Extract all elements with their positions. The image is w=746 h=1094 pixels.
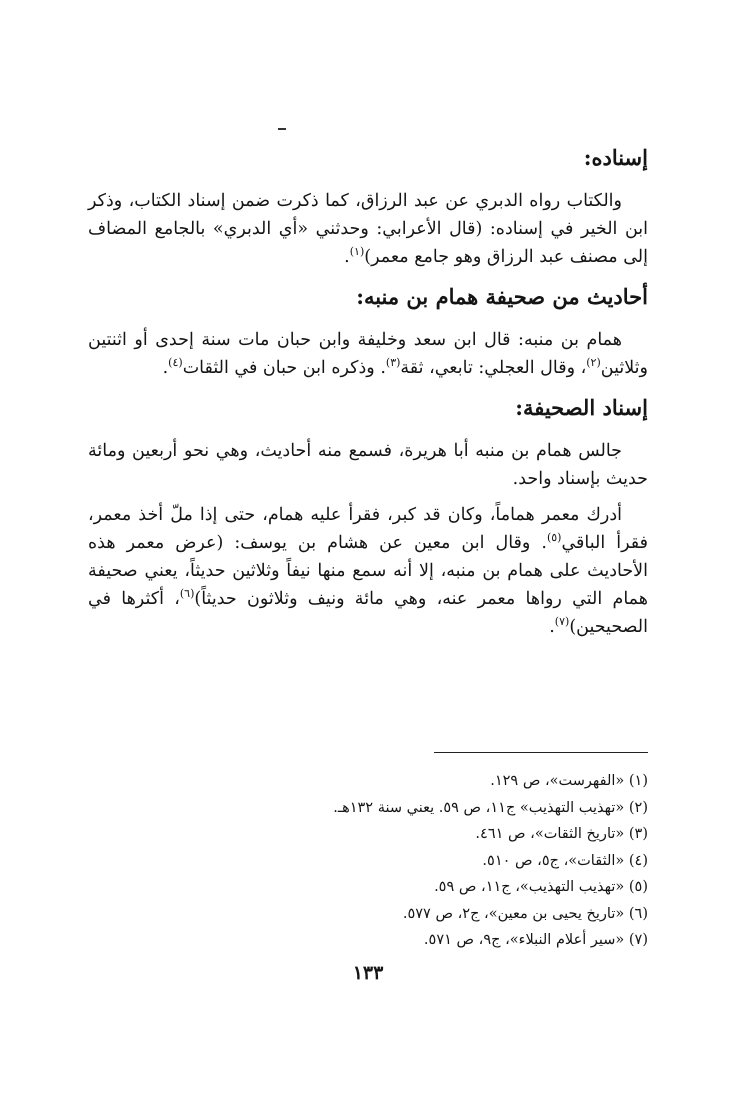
footnote-divider	[434, 752, 648, 753]
section-sahifa-isnad	[88, 390, 648, 641]
footnote-ref[interactable]: (٤)	[168, 356, 183, 370]
footnote-item: (٥) «تهذيب التهذيب»، ج١١، ص ٥٩.	[434, 879, 648, 895]
footnote-item: (٣) «تاريخ الثقات»، ص ٤٦١.	[475, 826, 648, 842]
footnote-ref[interactable]: (١)	[349, 245, 365, 259]
paragraph: والكتاب رواه الدبري عن عبد الرزاق، كما ذكرت ضمن إسناد الكتاب، وذكر ابن الخير في إسناده: (قال الأعرابي: وحدثني «أي الدبري» بالجامع المضاف إلى مصنف عبد الرزاق وهو جامع معمر)$^{(١)}$.	[88, 191, 648, 267]
section-isnad	[88, 140, 648, 271]
page-number: ١٣٣	[352, 962, 384, 984]
footnote-item: (٧) «سير أعلام النبلاء»، ج٩، ص ٥٧١.	[423, 932, 648, 948]
footnote-item: (٢) «تهذيب التهذيب» ج١١، ص ٥٩. يعني سنة ١٣٢هـ.	[333, 799, 648, 816]
footnote-ref[interactable]: (٧)	[554, 615, 570, 629]
section-heading: إسناد الصحيفة:	[515, 395, 648, 420]
footnote-ref[interactable]: (٥)	[546, 531, 562, 545]
footnote-ref[interactable]: (٦)	[179, 587, 195, 601]
printer-mark	[278, 128, 286, 130]
footnote-item: (٤) «الثقات»، ج٥، ص ٥١٠.	[482, 852, 648, 869]
footnote-item: (٦) «تاريخ يحيى بن معين»، ج٢، ص ٥٧٧.	[402, 905, 648, 922]
paragraph: أدرك معمر هماماً، وكان قد كبر، فقرأ عليه همام، حتى إذا ملّ أخذ معمر، فقرأ الباقي$^{(٥)}$. وقال ابن معين عن هشام بن يوسف: (عرض معمر هذه الأحاديث على همام بن منبه، إلا أنه سمع منها نيفاً وثلاثين حديثاً، يعني صحيفة همام التي رواها معمر عنه، وهي مائة ونيف وثلاثون حديثاً)$^{(٦)}$، أكثرها في الصحيحين)$^{(٧)}$.	[88, 505, 648, 637]
paragraph: همام بن منبه: قال ابن سعد وخليفة وابن حبان مات سنة إحدى أو اثنتين وثلاثين$^{(٢)}$، وقال العجلي: تابعي، ثقة$^{(٣)}$. وذكره ابن حبان في الثقات$^{(٤)}$.	[88, 330, 648, 378]
footnote-ref[interactable]: (٣)	[385, 356, 401, 370]
book-page	[88, 100, 648, 1000]
footnotes	[88, 768, 648, 954]
section-heading: إسناده:	[583, 145, 648, 170]
section-hadiths	[88, 279, 648, 382]
footnote-ref[interactable]: (٢)	[586, 356, 601, 370]
footnote-item: (١) «الفهرست»، ص ١٢٩.	[490, 773, 648, 789]
section-heading: أحاديث من صحيفة همام بن منبه:	[356, 284, 648, 309]
main-text	[88, 140, 648, 649]
paragraph: جالس همام بن منبه أبا هريرة، فسمع منه أحاديث، وهي نحو أربعين ومائة حديث بإسناد واحد.	[88, 441, 648, 489]
